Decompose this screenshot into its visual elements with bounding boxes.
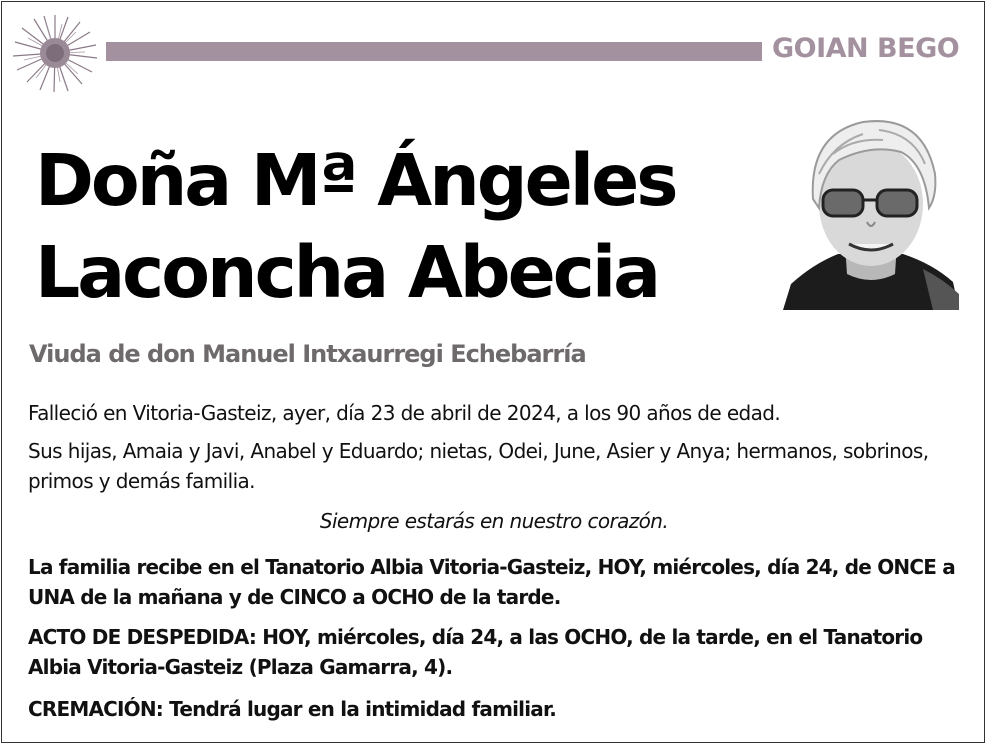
family-list: Sus hijas, Amaia y Javi, Anabel y Eduardo; nietas, Odei, June, Asier y Anya; hermanos, sobrinos, primos y demás familia. — [28, 439, 929, 493]
death-notice: Falleció en Vitoria-Gasteiz, ayer, día 23 de abril de 2024, a los 90 años de edad. — [28, 401, 781, 425]
header-bar — [106, 42, 762, 61]
obituary-card — [1, 1, 985, 743]
deceased-name — [35, 135, 676, 319]
motto: Siempre estarás en nuestro corazón. — [319, 509, 669, 533]
visitation-info: La familia recibe en el Tanatorio Albia Vitoria-Gasteiz, HOY, miércoles, día 24, de ONCE a UNA de la mañana y de CINCO a OCHO de la tarde. — [28, 555, 955, 609]
widow-subtitle: Viuda de don Manuel Intxaurregi Echebarría — [29, 340, 586, 368]
deceased-name-line2: Laconcha Abecia — [35, 231, 659, 314]
section-label: GOIAN BEGO — [772, 33, 960, 64]
cremation-info: CREMACIÓN: Tendrá lugar en la intimidad familiar. — [28, 697, 556, 721]
farewell-info: ACTO DE DESPEDIDA: HOY, miércoles, día 24, a las OCHO, de la tarde, en el Tanatorio Albia Vitoria-Gasteiz (Plaza Gamarra, 4). — [28, 625, 923, 679]
deceased-name-line1: Doña Mª Ángeles — [35, 139, 676, 222]
thistle-flower-icon — [10, 12, 100, 94]
portrait-photo — [783, 104, 959, 310]
